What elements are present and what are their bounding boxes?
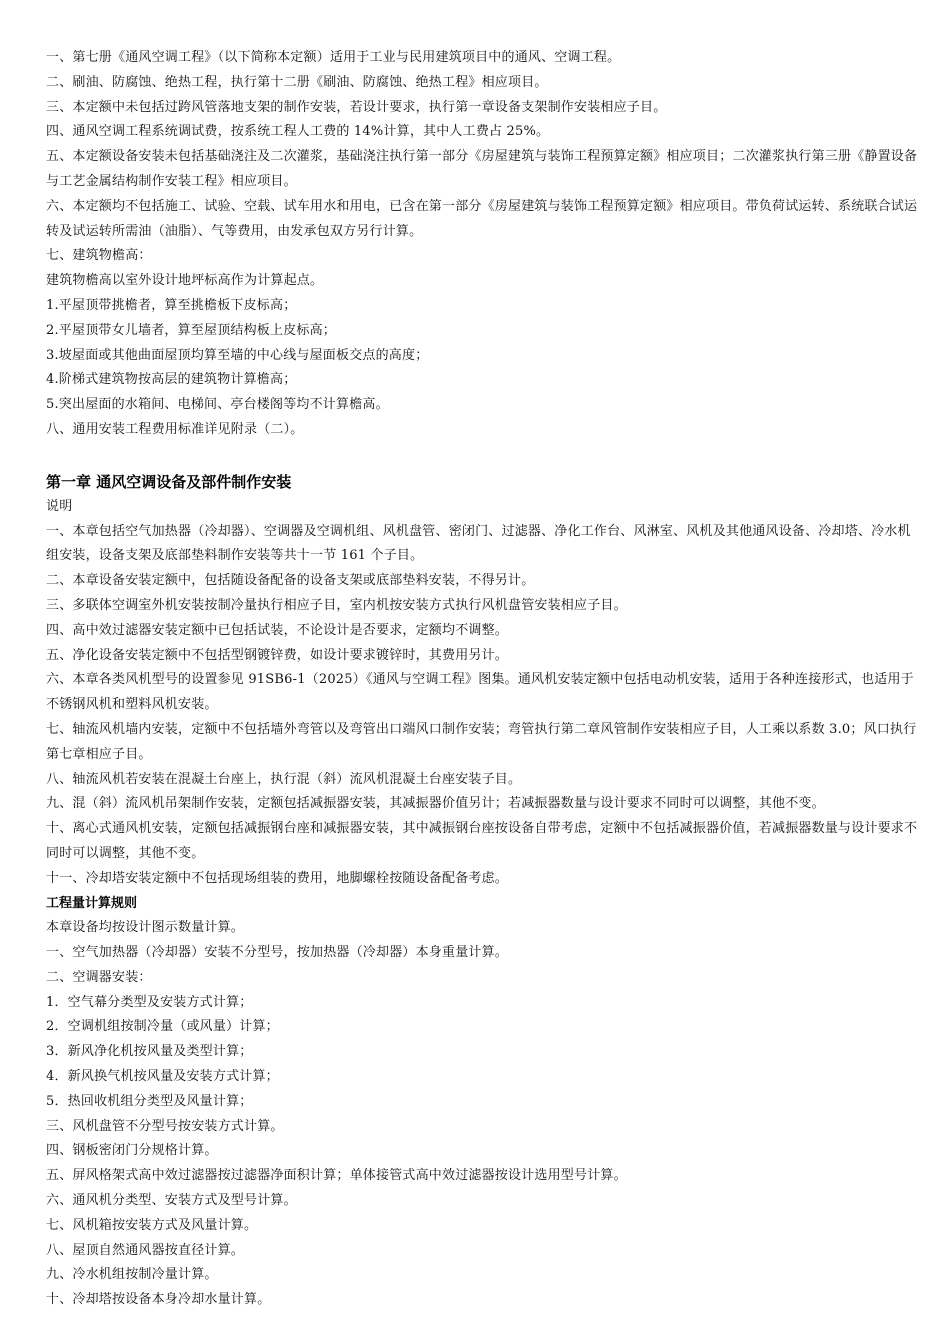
rule-item: 八、屋顶自然通风器按直径计算。 bbox=[46, 1242, 245, 1258]
preface-line: 五、本定额设备安装未包括基础浇注及二次灌浆，基础浇注执行第一部分《房屋建筑与装饰工程预算定额》相应项目；二次灌浆执行第三册《静置设备与工艺金属结构制作安装工程》相应项目。 bbox=[46, 149, 918, 189]
preface-line: 建筑物檐高以室外设计地坪标高作为计算起点。 bbox=[46, 273, 324, 289]
note-item: 六、本章各类风机型号的设置参见 91SB6-1（2025）《通风与空调工程》图集。通风机安装定额中包括电动机安装，适用于各种连接形式，也适用于不锈钢风机和塑料风机安装。 bbox=[46, 672, 914, 713]
section-gap bbox=[46, 443, 920, 469]
note-item: 八、轴流风机若安装在混凝土台座上，执行混（斜）流风机混凝土台座安装子目。 bbox=[46, 771, 522, 787]
rule-item: 九、冷水机组按制冷量计算。 bbox=[46, 1267, 218, 1283]
note-item: 七、轴流风机墙内安装，定额中不包括墙外弯管以及弯管出口端风口制作安装；弯管执行第二章风管制作安装相应子目，人工乘以系数 3.0；风口执行第七章相应子目。 bbox=[46, 721, 917, 762]
note-item: 九、混（斜）流风机吊架制作安装，定额包括减振器安装，其减振器价值另计；若减振器数量与设计要求不同时可以调整，其他不变。 bbox=[46, 796, 825, 812]
rule-item: 二、空调器安装： bbox=[46, 969, 152, 985]
chapter-1-section bbox=[46, 469, 920, 1313]
note-item: 五、净化设备安装定额中不包括型钢镀锌费，如设计要求镀锌时，其费用另计。 bbox=[46, 647, 509, 663]
notes-label: 说明 bbox=[46, 498, 73, 514]
preface-line: 5.突出屋面的水箱间、电梯间、亭台楼阁等均不计算檐高。 bbox=[46, 397, 389, 413]
rule-item: 七、风机箱按安装方式及风量计算。 bbox=[46, 1217, 258, 1233]
preface-line: 二、刷油、防腐蚀、绝热工程，执行第十二册《刷油、防腐蚀、绝热工程》相应项目。 bbox=[46, 74, 548, 90]
rule-item: 5．热回收机组分类型及风量计算； bbox=[46, 1093, 253, 1109]
rule-item: 1．空气幕分类型及安装方式计算； bbox=[46, 994, 253, 1010]
preface-line: 八、通用安装工程费用标准详见附录（二）。 bbox=[46, 421, 304, 437]
preface-line: 四、通风空调工程系统调试费，按系统工程人工费的 14%计算，其中人工费占 25%。 bbox=[46, 124, 550, 140]
preface-line: 六、本定额均不包括施工、试验、空载、试车用水和用电，已含在第一部分《房屋建筑与装饰工程预算定额》相应项目。带负荷试运转、系统联合试运转及试运转所需油（油脂）、气等费用，由发承包双方另行计算。 bbox=[46, 198, 918, 239]
preface-line: 3.坡屋面或其他曲面屋顶均算至墙的中心线与屋面板交点的高度； bbox=[46, 347, 429, 363]
rule-item: 三、风机盘管不分型号按安装方式计算。 bbox=[46, 1118, 284, 1134]
rule-item: 2．空调机组按制冷量（或风量）计算； bbox=[46, 1019, 279, 1035]
note-item: 十、离心式通风机安装，定额包括减振钢台座和减振器安装，其中减振钢台座按设备自带考虑，定额中不包括减振器价值，若减振器数量与设计要求不同时可以调整，其他不变。 bbox=[46, 821, 918, 861]
preface-line: 一、第七册《通风空调工程》（以下简称本定额）适用于工业与民用建筑项目中的通风、空调工程。 bbox=[46, 50, 621, 65]
preface-section bbox=[46, 46, 920, 443]
document-page bbox=[46, 46, 920, 1313]
rule-item: 六、通风机分类型、安装方式及型号计算。 bbox=[46, 1193, 297, 1209]
preface-line: 4.阶梯式建筑物按高层的建筑物计算檐高； bbox=[46, 372, 297, 388]
note-item: 三、多联体空调室外机安装按制冷量执行相应子目，室内机按安装方式执行风机盘管安装相应子目。 bbox=[46, 597, 627, 613]
note-item: 一、本章包括空气加热器（冷却器）、空调器及空调机组、风机盘管、密闭门、过滤器、净化工作台、风淋室、风机及其他通风设备、冷却塔、冷水机组安装，设备支架及底部垫料制作安装等共十一节 161 个子目。 bbox=[46, 523, 911, 564]
rule-item: 十、冷却塔按设备本身冷却水量计算。 bbox=[46, 1292, 271, 1308]
preface-line: 2.平屋顶带女儿墙者，算至屋顶结构板上皮标高； bbox=[46, 322, 337, 338]
rule-item: 一、空气加热器（冷却器）安装不分型号，按加热器（冷却器）本身重量计算。 bbox=[46, 945, 509, 961]
rule-item: 四、钢板密闭门分规格计算。 bbox=[46, 1143, 218, 1159]
rule-item: 本章设备均按设计图示数量计算。 bbox=[46, 920, 245, 936]
note-item: 十一、冷却塔安装定额中不包括现场组装的费用，地脚螺栓按随设备配备考虑。 bbox=[46, 870, 509, 886]
note-item: 四、高中效过滤器安装定额中已包括试装，不论设计是否要求，定额均不调整。 bbox=[46, 622, 509, 638]
preface-line: 三、本定额中未包括过跨风管落地支架的制作安装，若设计要求，执行第一章设备支架制作安装相应子目。 bbox=[46, 99, 667, 115]
rule-item: 3．新风净化机按风量及类型计算； bbox=[46, 1044, 253, 1060]
rules-heading: 工程量计算规则 bbox=[46, 895, 138, 911]
preface-line: 1.平屋顶带挑檐者，算至挑檐板下皮标高； bbox=[46, 297, 297, 313]
note-item: 二、本章设备安装定额中，包括随设备配备的设备支架或底部垫料安装，不得另计。 bbox=[46, 573, 535, 589]
rule-item: 五、屏风格架式高中效过滤器按过滤器净面积计算；单体接管式高中效过滤器按设计选用型号计算。 bbox=[46, 1168, 627, 1184]
preface-line: 七、建筑物檐高： bbox=[46, 248, 152, 264]
rule-item: 4．新风换气机按风量及安装方式计算； bbox=[46, 1069, 279, 1085]
chapter-title: 第一章 通风空调设备及部件制作安装 bbox=[46, 472, 292, 491]
